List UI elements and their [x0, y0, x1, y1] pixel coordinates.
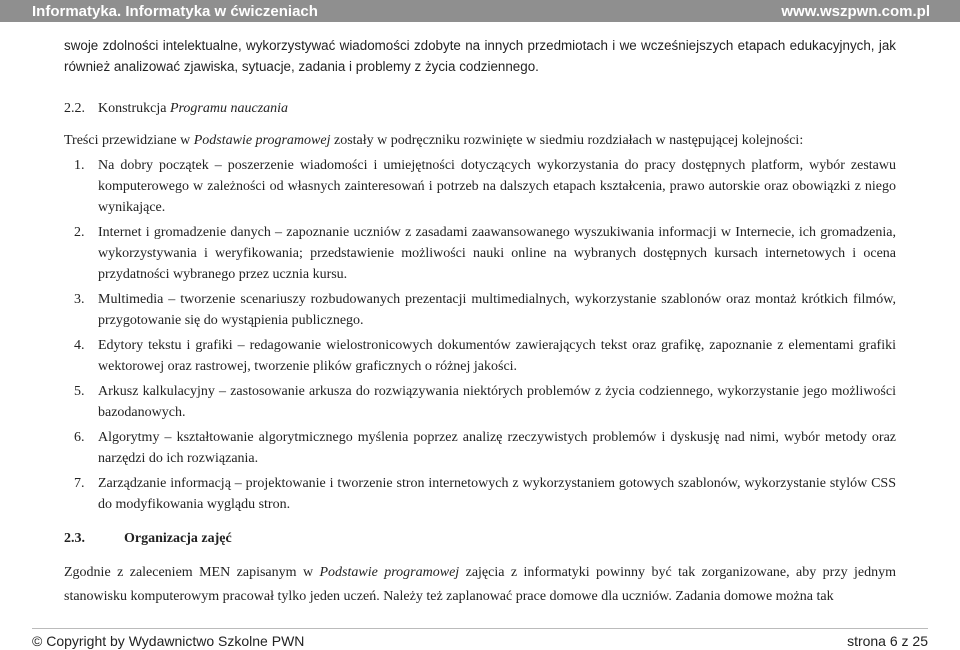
list-text: Na dobry początek – poszerzenie wiadomości i umiejętności dotyczących wykorzystania do pracy dostępnych platform, wybór zestawu komputerowego w zależności od własnych zainteresowań i potrzeb na dalszych etapach kształcenia, prawo autorskie oraz obowiązki z niego wynikające. — [98, 158, 896, 215]
list-item — [64, 289, 896, 331]
list-item — [64, 335, 896, 377]
final-before: Zgodnie z zaleceniem MEN zapisanym w — [64, 565, 320, 580]
section-2-3-heading — [64, 529, 896, 549]
list-text: Internet i gromadzenie danych – zapoznanie uczniów z zasadami zaawansowanego wyszukiwania informacji w Internecie, ich gromadzenia, wykorzystywania i weryfikowania; przedstawienie możliwości nauki online na wybranych dostępnych kursach internetowych i ocena przydatności wybranego przez ucznia kursu. — [98, 225, 896, 282]
page-number: strona 6 z 25 — [847, 633, 928, 649]
header-url: www.wszpwn.com.pl — [781, 2, 930, 20]
chapter-list — [64, 155, 896, 515]
list-text: Multimedia – tworzenie scenariuszy rozbudowanych prezentacji multimedialnych, wykorzystanie szablonów oraz montaż krótkich filmów, przygotowanie się do wystąpienia publicznego. — [98, 292, 896, 328]
list-number: 1. — [74, 158, 85, 173]
section-title-plain: Konstrukcja — [98, 101, 167, 116]
list-item — [64, 427, 896, 469]
list-number: 4. — [74, 338, 85, 353]
page-header — [0, 0, 960, 22]
intro-paragraph: swoje zdolności intelektualne, wykorzystywać wiadomości zdobyte na innych przedmiotach i we wcześniejszych etapach edukacyjnych, jak również analizować zjawiska, sytuacje, zadania i problemy z życia codziennego. — [64, 38, 896, 74]
section-2-2-heading — [64, 99, 896, 119]
list-text: Edytory tekstu i grafiki – redagowanie wielostronicowych dokumentów zawierających tekst oraz grafikę, zapoznanie z elementami grafiki wektorowej oraz rastrowej, tworzenie plików graficznych o różnej jakości. — [98, 338, 896, 374]
list-text: Algorytmy – kształtowanie algorytmicznego myślenia poprzez analizę rzeczywistych problemów i dyskusję nad nimi, wybór metody oraz narzędzi do ich rozwiązania. — [98, 430, 896, 466]
final-paragraph — [64, 561, 896, 609]
section-title: Organizacja zajęć — [124, 531, 232, 546]
footer-divider — [32, 628, 928, 629]
list-item — [64, 473, 896, 515]
list-number: 6. — [74, 430, 85, 445]
final-italic: Podstawie programowej — [319, 565, 460, 580]
lead-italic: Podstawie programowej — [193, 133, 331, 148]
list-item — [64, 155, 896, 218]
final-after: zajęcia z informatyki powinny być tak zorganizowane, aby przy jednym stanowisku komputerowym pracował tylko jeden uczeń. Należy też zaplanować prace domowe dla uczniów. Zadania domowe można tak — [64, 565, 896, 604]
document-body — [64, 35, 896, 609]
section-number: 2.2. — [64, 101, 85, 116]
page-footer — [32, 632, 928, 650]
list-number: 7. — [74, 476, 85, 491]
lead-before: Treści przewidziane w — [64, 133, 194, 148]
list-text: Zarządzanie informacją – projektowanie i tworzenie stron internetowych z wykorzystaniem gotowych szablonów, wykorzystanie stylów CSS do modyfikowania wyglądu stron. — [98, 476, 896, 512]
section-title-italic: Programu nauczania — [169, 101, 289, 116]
list-number: 5. — [74, 384, 85, 399]
list-number: 2. — [74, 225, 85, 240]
section-number: 2.3. — [64, 531, 85, 546]
list-number: 3. — [74, 292, 85, 307]
footer-copyright: © Copyright by Wydawnictwo Szkolne PWN — [32, 633, 305, 649]
lead-after: zostały w podręczniku rozwinięte w siedmiu rozdziałach w następującej kolejności: — [330, 133, 804, 148]
list-text: Arkusz kalkulacyjny – zastosowanie arkusza do rozwiązywania niektórych problemów z życia codziennego, wykorzystanie jego możliwości bazodanowych. — [98, 384, 896, 420]
list-item — [64, 222, 896, 285]
header-title: Informatyka. Informatyka w ćwiczeniach — [32, 2, 318, 20]
lead-paragraph — [64, 131, 896, 151]
list-item — [64, 381, 896, 423]
